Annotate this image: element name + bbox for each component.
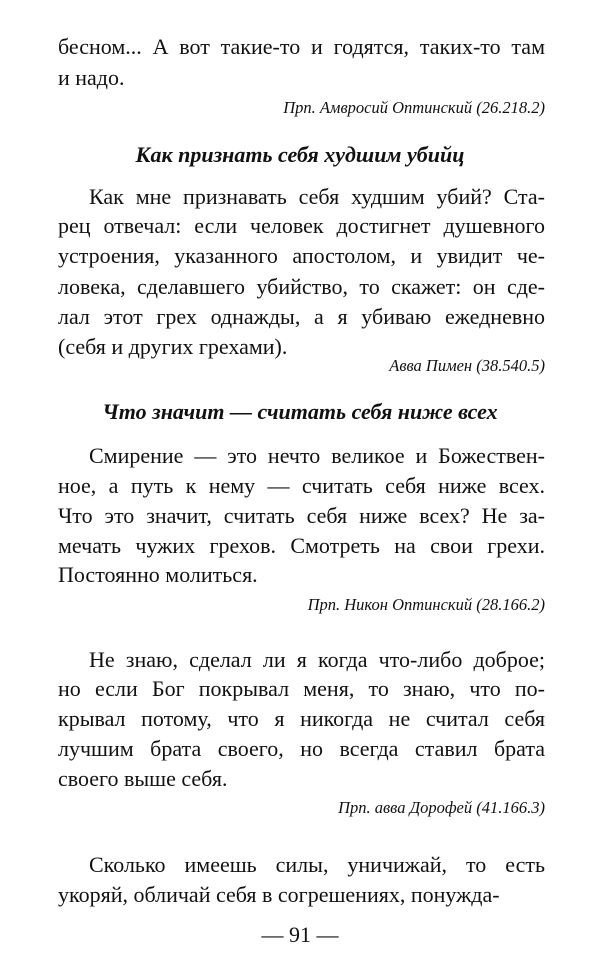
text-line-content: и надо.: [58, 65, 125, 90]
text-line-content: бесном... А вот такие-то и годятся, таких-то там: [58, 34, 545, 59]
citation-attribution: Прп. Амвросий Оптинский (26.218.2): [283, 98, 545, 117]
text-line: [58, 241, 545, 271]
text-line-content: ное, а путь к нему — считать себя ниже всех.: [58, 473, 545, 498]
text-line-content: устроения, указанного апостолом, и увидит че-: [58, 243, 545, 268]
text-line-content: мечать чужих грехов. Смотреть на свои грехи.: [58, 533, 545, 558]
text-line: [58, 471, 545, 501]
text-line-content: Смирение — это нечто великое и Божествен-: [89, 443, 545, 468]
text-line: [58, 531, 545, 561]
text-line-content: рец отвечал: если человек достигнет душевного: [58, 213, 545, 238]
citation-attribution: Прп. Никон Оптинский (28.166.2): [307, 595, 545, 614]
text-line-content: Сколько имеешь силы, уничижай, то есть: [89, 852, 545, 877]
text-line-content: Как мне признавать себя худшим убий? Ста-: [89, 184, 545, 209]
text-line: [89, 850, 545, 880]
text-line-content: своего выше себя.: [58, 766, 228, 791]
text-line-content: крывал потому, что я никогда не считал себя: [58, 706, 545, 731]
section-heading: Как признать себя худшим убийц: [135, 142, 465, 167]
text-line: [58, 211, 545, 241]
text-line-content: Что это значит, считать себя ниже всех? Не за-: [58, 503, 545, 528]
text-line: [58, 734, 545, 764]
text-line: [58, 32, 545, 62]
text-line-content: лучшим брата своего, но всегда ставил брата: [58, 736, 545, 761]
text-line-content: Не знаю, сделал ли я когда что-либо доброе;: [89, 647, 545, 672]
text-line: [58, 272, 545, 302]
text-line: [58, 764, 545, 794]
text-line-content: (себя и других грехами).: [58, 334, 288, 359]
text-line-content: ловека, сделавшего убийство, то скажет: он сде-: [58, 274, 545, 299]
text-line: [58, 302, 545, 332]
text-line-content: но если Бог покрывал меня, то знаю, что по-: [58, 676, 545, 701]
text-line: [89, 182, 545, 212]
text-line: [58, 674, 545, 704]
citation-attribution: Авва Пимен (38.540.5): [389, 356, 545, 375]
text-line-content: Постоянно молиться.: [58, 562, 258, 587]
text-line: [89, 441, 545, 471]
text-line: [58, 63, 545, 93]
text-line-content: укоряй, обличай себя в согрешениях, понужда-: [58, 882, 500, 907]
text-line-content: лал этот грех однажды, а я убиваю ежедневно: [58, 304, 545, 329]
text-line: [58, 501, 545, 531]
text-line: [58, 704, 545, 734]
page-number: — 91 —: [261, 922, 339, 947]
text-line: [58, 560, 545, 590]
text-line: [89, 645, 545, 675]
text-line: [58, 880, 545, 910]
citation-attribution: Прп. авва Дорофей (41.166.3): [338, 798, 545, 817]
section-heading: Что значит — считать себя ниже всех: [102, 399, 498, 424]
